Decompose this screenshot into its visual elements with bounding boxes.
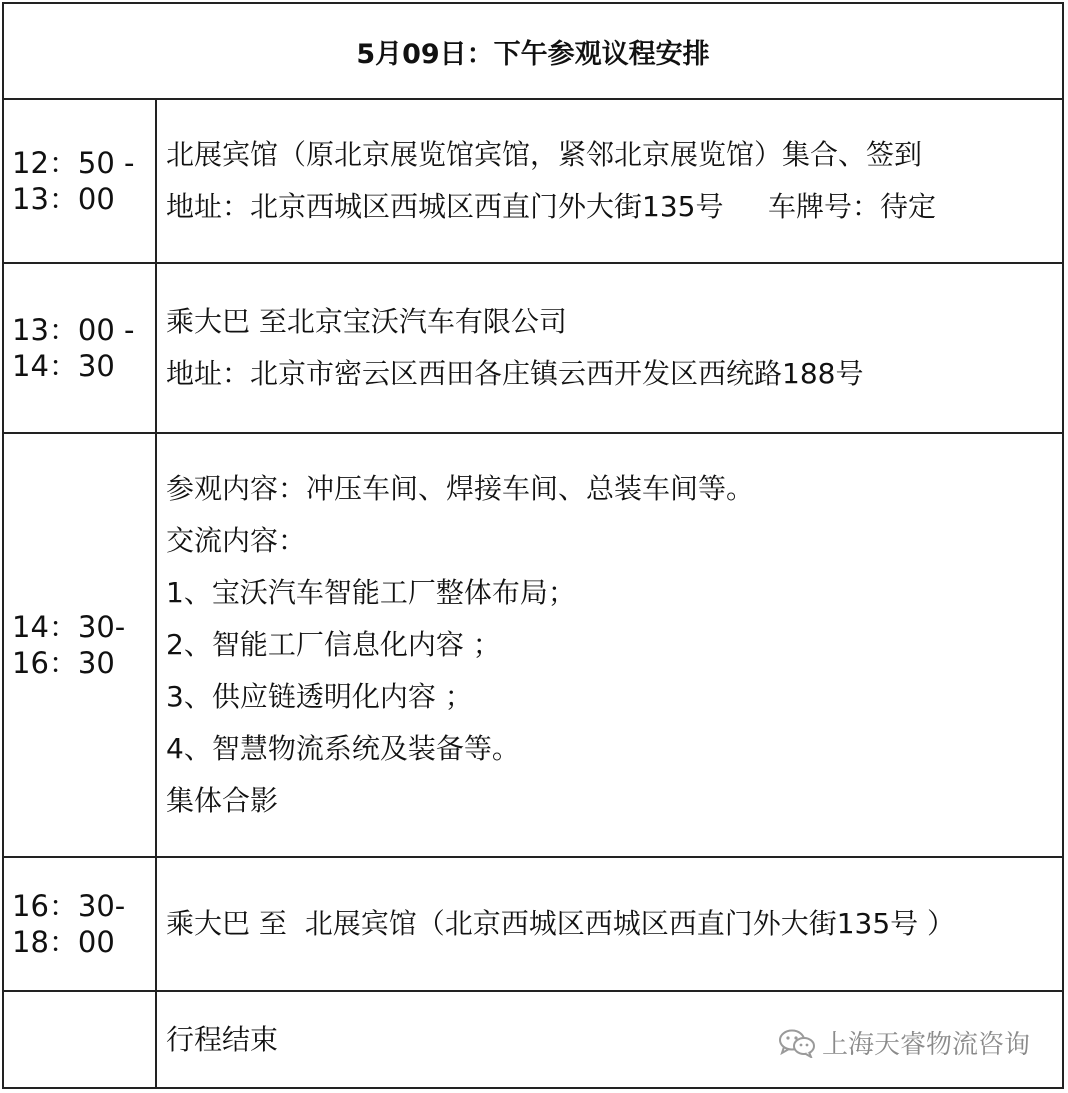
agenda-table [2, 2, 1064, 1089]
content-line: 地址：北京西城区西城区西直门外大街135号 车牌号：待定 [166, 190, 936, 223]
time-cell [4, 264, 157, 432]
content-line: 乘大巴 至北京宝沃汽车有限公司 [166, 305, 567, 338]
content-line: 北展宾馆（原北京展览馆宾馆，紧邻北京展览馆）集合、签到 [166, 138, 923, 171]
content-cell [157, 100, 1062, 262]
time-cell [4, 992, 157, 1087]
content-line: 交流内容： [166, 524, 307, 557]
time-text: 16：30- 18：00 [12, 889, 126, 959]
time-text: 12：50 - 13：00 [12, 146, 135, 216]
content-cell [157, 858, 1062, 990]
wechat-icon [778, 1028, 816, 1058]
content-line: 乘大巴 至 北展宾馆（北京西城区西城区西直门外大街135号 ） [166, 907, 956, 940]
content-cell [157, 434, 1062, 856]
content-line: 2、智能工厂信息化内容 ； [166, 628, 501, 661]
table-row [4, 434, 1062, 858]
title-row [4, 4, 1062, 100]
table-row [4, 264, 1062, 434]
content-line: 参观内容：冲压车间、焊接车间、总装车间等。 [166, 472, 755, 505]
content-line: 集体合影 [166, 784, 279, 817]
time-cell [4, 100, 157, 262]
content-line: 1、宝沃汽车智能工厂整体布局； [166, 576, 576, 609]
content-line: 地址：北京市密云区西田各庄镇云西开发区西统路188号 [166, 357, 864, 390]
time-text: 14：30- 16：30 [12, 610, 126, 680]
content-cell [157, 264, 1062, 432]
time-text: 13：00 - 14：30 [12, 313, 135, 383]
table-row [4, 100, 1062, 264]
content-line: 4、智慧物流系统及装备等。 [166, 732, 520, 765]
page-title: 5月09日：下午参观议程安排 [356, 38, 710, 70]
content-line: 行程结束 [166, 1022, 279, 1056]
watermark-text: 上海天睿物流咨询 [821, 1030, 1030, 1060]
watermark [778, 1024, 1030, 1061]
time-cell [4, 858, 157, 990]
table-row [4, 858, 1062, 992]
content-line: 3、供应链透明化内容 ； [166, 680, 473, 713]
time-cell [4, 434, 157, 856]
